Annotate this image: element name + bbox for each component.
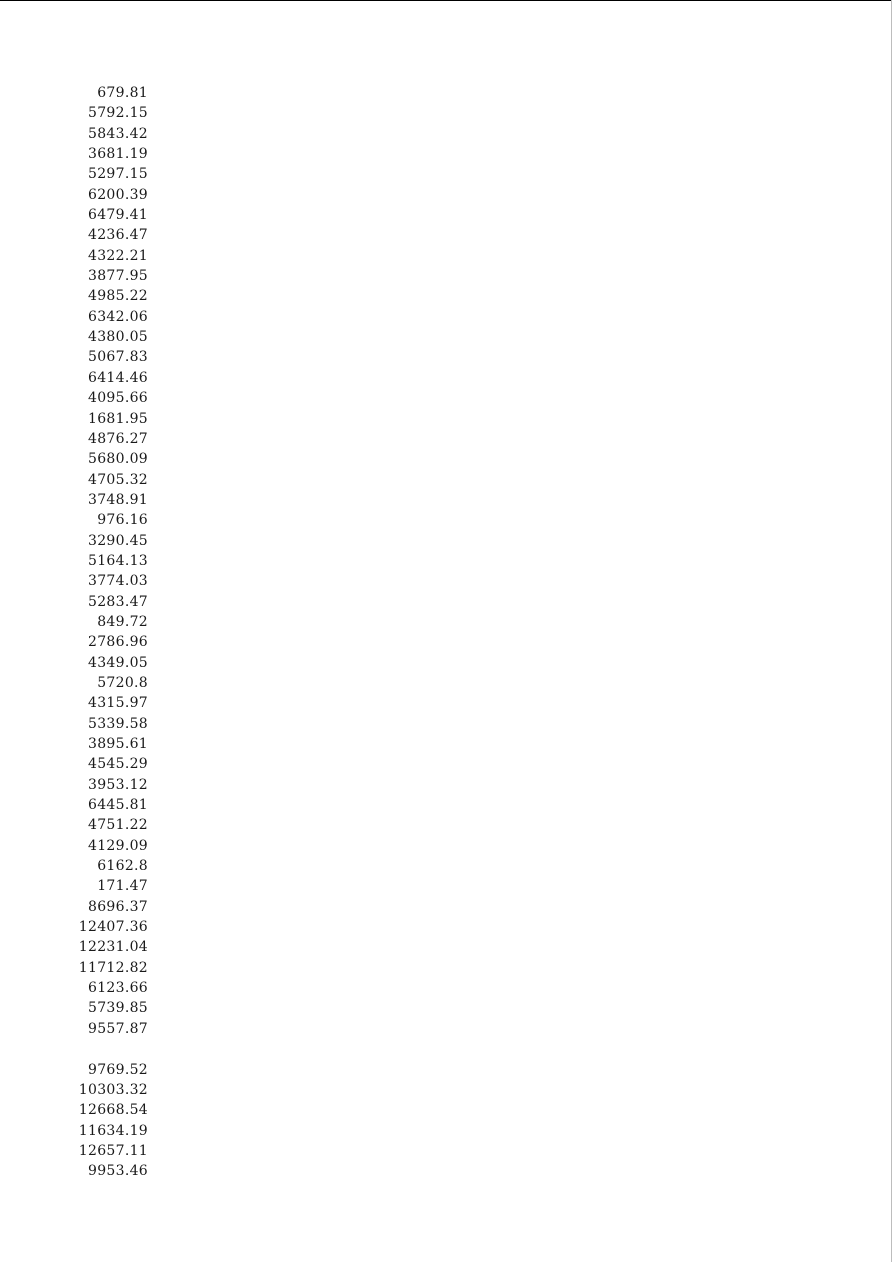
blank-cell: [40, 1039, 148, 1059]
value-cell: 4545.29: [88, 756, 148, 773]
value-cell: 5739.85: [88, 1000, 148, 1017]
value-cell: 4380.05: [88, 329, 148, 346]
value-cell: 12657.11: [78, 1142, 148, 1159]
value-cell: 3681.19: [88, 146, 148, 163]
value-cell: 12668.54: [78, 1102, 148, 1119]
value-cell: 9953.46: [88, 1163, 148, 1180]
value-cell: 3748.91: [88, 491, 148, 508]
value-cell: 5792.15: [88, 105, 148, 122]
value-cell: 976.16: [97, 512, 148, 529]
value-cell: 4751.22: [88, 817, 148, 834]
value-cell: 5067.83: [88, 349, 148, 366]
value-cell: 4349.05: [88, 654, 148, 671]
value-cell: 4876.27: [88, 430, 148, 447]
value-cell: 3774.03: [88, 573, 148, 590]
value-cell: 11712.82: [78, 959, 148, 976]
value-cell: 9769.52: [88, 1061, 148, 1078]
value-cell: 4129.09: [88, 837, 148, 854]
value-cell: 4095.66: [88, 390, 148, 407]
value-cell: 4322.21: [88, 247, 148, 264]
value-cell: 6445.81: [88, 797, 148, 814]
value-cell: 2786.96: [88, 634, 148, 651]
value-cell: 5283.47: [88, 593, 148, 610]
value-cell: 1681.95: [88, 410, 148, 427]
value-cell: 9557.87: [88, 1020, 148, 1037]
page-top-border: [0, 0, 892, 1]
value-cell: 5339.58: [88, 715, 148, 732]
value-cell: 5843.42: [88, 125, 148, 142]
value-cell: 6123.66: [88, 980, 148, 997]
value-cell: 6479.41: [88, 207, 148, 224]
value-cell: 6414.46: [88, 369, 148, 386]
value-cell: 4985.22: [88, 288, 148, 305]
value-cell: 10303.32: [78, 1081, 148, 1098]
value-cell: 3953.12: [88, 776, 148, 793]
value-cell: 12231.04: [78, 939, 148, 956]
value-cell: 5297.15: [88, 166, 148, 183]
value-cell: 5164.13: [88, 552, 148, 569]
value-cell: 171.47: [97, 878, 148, 895]
value-cell: 6162.8: [97, 858, 148, 875]
value-cell: 5680.09: [88, 451, 148, 468]
value-column: [40, 83, 148, 1182]
value-cell: 5720.8: [97, 674, 148, 691]
value-cell: 6200.39: [88, 186, 148, 203]
value-cell: 4315.97: [88, 695, 148, 712]
value-cell: 4705.32: [88, 471, 148, 488]
value-cell: 8696.37: [88, 898, 148, 915]
value-cell: 849.72: [97, 613, 148, 630]
value-cell: 11634.19: [78, 1122, 148, 1139]
value-cell: 4236.47: [88, 227, 148, 244]
value-cell: 679.81: [97, 85, 148, 101]
value-cell: 12407.36: [78, 919, 148, 936]
value-cell: 3895.61: [88, 736, 148, 752]
value-cell: 3290.45: [88, 532, 148, 549]
value-cell: 6342.06: [88, 308, 148, 325]
value-cell: 3877.95: [88, 268, 148, 285]
